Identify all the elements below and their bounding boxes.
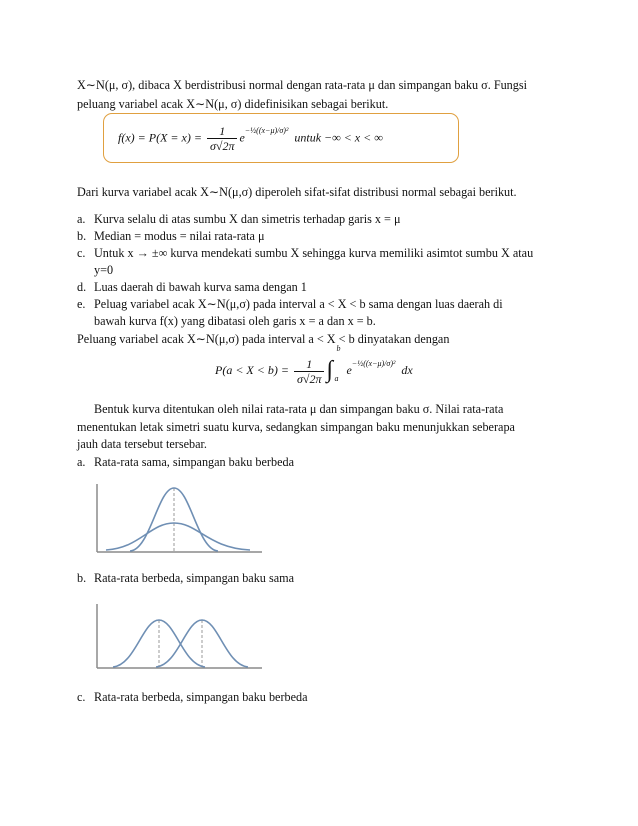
list-marker-a: a. — [77, 212, 86, 226]
intro-line-1: X∼N(μ, σ), dibaca X berdistribusi normal dengan rata-rata μ dan simpangan baku σ. Fungsi — [77, 78, 528, 92]
integral-upper-limit: b — [336, 344, 341, 353]
interval-formula-e: e — [346, 363, 352, 377]
list-item-c: Untuk x → ±∞ kurva mendekati sumbu X sehingga kurva memiliki asimtot sumbu X atau — [94, 246, 534, 260]
case-a-label: Rata-rata sama, simpangan baku berbeda — [94, 455, 294, 469]
pdf-formula-condition: untuk −∞ < x < ∞ — [294, 130, 383, 145]
list-item-c-cont: y=0 — [94, 263, 114, 277]
interval-formula-den: σ√2π — [296, 371, 322, 386]
case-marker-c: c. — [77, 690, 86, 704]
list-marker-b: b. — [77, 229, 87, 243]
case-marker-b: b. — [77, 571, 87, 585]
list-marker-c: c. — [77, 246, 86, 260]
list-item-a: Kurva selalu di atas sumbu X dan simetris terhadap garis x = μ — [94, 212, 401, 226]
list-marker-d: d. — [77, 280, 87, 294]
list-marker-e: e. — [77, 297, 86, 311]
case-c-label: Rata-rata berbeda, simpangan baku berbeda — [94, 690, 308, 704]
interval-formula-lhs: P(a < X < b) = — [215, 363, 289, 377]
interval-formula-dx: dx — [401, 363, 413, 377]
case-b-label: Rata-rata berbeda, simpangan baku sama — [94, 571, 294, 585]
pdf-formula-num: 1 — [207, 124, 238, 139]
interval-formula-exponent: −½((x−μ)/σ)² — [351, 359, 396, 368]
integral-sign: ∫ b a — [326, 344, 341, 383]
figure-a-wide-curve — [106, 523, 250, 550]
intro-line-2: peluang variabel acak X∼N(μ, σ) didefinisikan sebagai berikut. — [77, 97, 389, 111]
integral-lower-limit: a — [334, 374, 339, 383]
shape-line-2: menentukan letak simetri suatu kurva, sedangkan simpangan baku menunjukkan seberapa — [77, 420, 515, 434]
shape-line-1: Bentuk kurva ditentukan oleh nilai rata-rata μ dan simpangan baku σ. Nilai rata-rata — [94, 402, 504, 416]
list-item-d: Luas daerah di bawah kurva sama dengan 1 — [94, 280, 307, 294]
pdf-formula-e: e — [239, 130, 245, 145]
shape-line-3: jauh data tersebut tersebar. — [77, 437, 207, 451]
figure-different-mean — [97, 604, 262, 668]
properties-intro: Dari kurva variabel acak X∼N(μ,σ) diperoleh sifat-sifat distribusi normal sebagai berikut. — [77, 185, 517, 199]
case-marker-a: a. — [77, 455, 86, 469]
list-item-b: Median = modus = nilai rata-rata μ — [94, 229, 265, 243]
pdf-formula-lhs: f(x) = P(X = x) = — [118, 130, 202, 145]
list-item-e-cont: bawah kurva f(x) yang dibatasi oleh garis x = a dan x = b. — [94, 314, 376, 328]
pdf-formula-den: σ√2π — [209, 139, 235, 153]
interval-intro: Peluang variabel acak X∼N(μ,σ) pada interval a < X < b dinyatakan dengan — [77, 332, 450, 346]
pdf-formula-exponent: −½((x−μ)/σ)² — [244, 126, 289, 136]
list-item-e: Peluag variabel acak X∼N(μ,σ) pada interval a < X < b sama dengan luas daerah di — [94, 297, 503, 311]
figure-same-mean — [97, 484, 262, 552]
interval-formula-num: 1 — [294, 357, 325, 372]
